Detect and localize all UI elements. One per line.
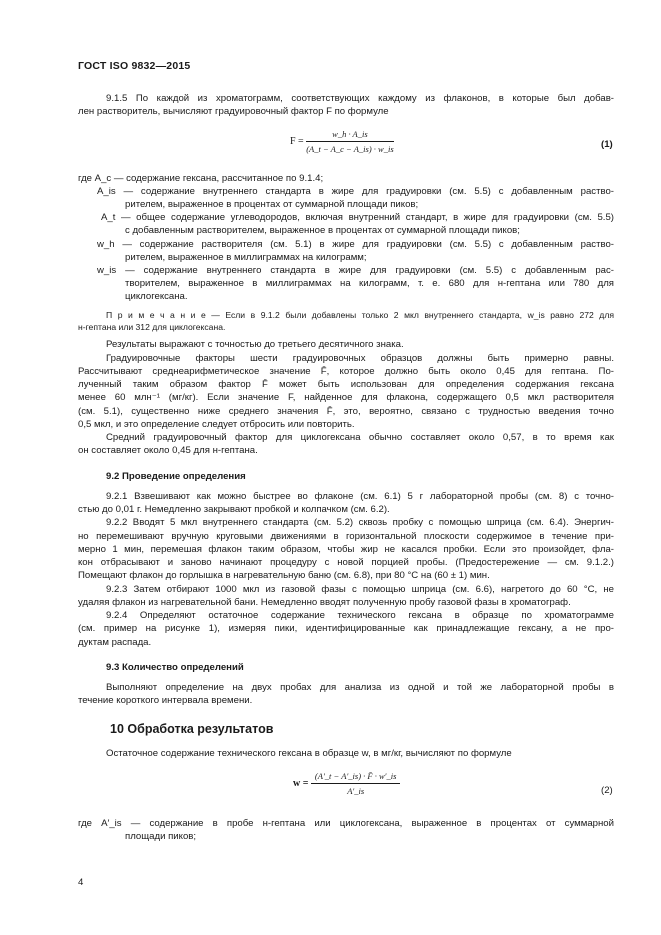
def-wh-line2: рителем, выраженное в миллиграммах на килограмм; bbox=[125, 252, 367, 263]
standard-header: ГОСТ ISO 9832—2015 bbox=[78, 60, 191, 72]
para-924-l2: (см. пример на рисунке 1), измеряя пики, идентифицированные как принадлежащие гексану, а не про- bbox=[78, 623, 614, 634]
formula-2-fraction bbox=[311, 771, 401, 796]
formula-1 bbox=[290, 129, 394, 154]
para-923-l2: удаляя флакон из нагревательной бани. Немедленно вводят полученную пробу газовой фазы в хроматограф. bbox=[78, 597, 571, 608]
para-factors-l2: Рассчитывают среднеарифметическое значение F̄, которое должно быть около 0,45 для гептана. По- bbox=[78, 366, 614, 377]
formula-2-number: (2) bbox=[601, 785, 613, 796]
para-factors-l1: Градуировочные факторы шести градуировочных образцов должны быть примерно равны. bbox=[106, 353, 614, 364]
para-924-l1: 9.2.4 Определяют остаточное содержание технического гексана в образце по хроматограмме bbox=[106, 610, 614, 621]
def-wis-line1: w_is — содержание внутреннего стандарта в жире для градуировки (см. 5.5) с добавленным рас- bbox=[97, 265, 614, 276]
def-ais-line1: A_is — содержание внутреннего стандарта в жире для градуировки (см. 5.5) с добавленным раство- bbox=[97, 186, 614, 197]
para-922-l2: но перемешивают вручную круговыми движениями в горизонтальной плоскости содержимое в течение при- bbox=[78, 531, 614, 542]
formula-1-denominator: (A_t − A_c − A_is) · w_is bbox=[306, 144, 394, 154]
para-93-l2: течение короткого интервала времени. bbox=[78, 695, 253, 706]
para-922-l1: 9.2.2 Вводят 5 мкл внутреннего стандарта (см. 5.2) сквозь пробку с помощью шприца (см. 6.4). Энергич- bbox=[106, 517, 614, 528]
def-wis-line2: творителем, выраженное в миллиграммах на килограмм, т. е. 680 для н-гептана или 780 для bbox=[125, 278, 614, 289]
para-922-l3: мерно 1 мин, перемешая флакон таким образом, чтобы жир не касался пробки. Если это произойдет, фла- bbox=[78, 544, 614, 555]
def-at-line2: с добавленным растворителем, выраженное в процентах от суммарной площади пиков; bbox=[125, 225, 520, 236]
note-line1: П р и м е ч а н и е — Если в 9.1.2 были добавлены только 2 мкл внутреннего стандарта, w_is равно 272 для bbox=[106, 310, 614, 320]
formula-1-number: (1) bbox=[601, 139, 613, 150]
formula-1-numerator: w_h · A_is bbox=[306, 129, 393, 142]
page-number: 4 bbox=[78, 877, 84, 888]
section-10-title: 10 Обработка результатов bbox=[110, 722, 274, 736]
where-ais-prime-l2: площади пиков; bbox=[125, 831, 197, 842]
formula-2-denominator: A′_is bbox=[347, 786, 365, 796]
formula-1-fraction bbox=[306, 129, 393, 154]
where-ais-prime-l1: где A′_is — содержание в пробе н-гептана или циклогексана, выраженное в процентах от суммарной bbox=[78, 818, 614, 829]
def-wh-line1: w_h — содержание растворителя (см. 5.1) в жире для градуировки (см. 5.5) с добавленным раство- bbox=[97, 239, 614, 250]
def-wis-line3: циклогексана. bbox=[125, 291, 188, 302]
para-results-precision: Результаты выражают с точностью до третьего десятичного знака. bbox=[106, 339, 404, 350]
para-factors-l5: (см. 5.1), существенно ниже среднего значения F̄, это, вероятно, связано с трудностью введения точно bbox=[78, 406, 614, 417]
para-921-l1: 9.2.1 Взвешивают как можно быстрее во флаконе (см. 6.1) 5 г лабораторной пробы (см. 8) с точно- bbox=[106, 491, 614, 502]
section-9-3-title: 9.3 Количество определений bbox=[106, 662, 244, 673]
note-line2: н-гептана или 312 для циклогексана. bbox=[78, 322, 226, 332]
formula-1-lhs: F = bbox=[290, 135, 304, 147]
para-factors-l3: лученный таким образом фактор F̄ может быть использован для определения содержания гексана bbox=[78, 379, 614, 390]
para-915-line1: 9.1.5 По каждой из хроматограмм, соответствующих каждому из флаконов, в которые был добав- bbox=[106, 93, 614, 104]
formula-2 bbox=[293, 771, 400, 796]
section-9-2-title: 9.2 Проведение определения bbox=[106, 471, 246, 482]
para-cyclohexane-l1: Средний градуировочный фактор для циклогексана обычно составляет около 0,57, в то время как bbox=[106, 432, 614, 443]
para-923-l1: 9.2.3 Затем отбирают 1000 мкл из газовой фазы с помощью шприца (см. 6.6), нагретого до 60 °С, не bbox=[106, 584, 614, 595]
def-at-line1: A_t — общее содержание углеводородов, включая внутренний стандарт, в жире для градуировки (см. 5.5) bbox=[101, 212, 614, 223]
formula-2-numerator: (A′_t − A′_is) · F̄ · w′_is bbox=[311, 771, 401, 784]
para-factors-l6: 0,5 мкл, и это определение следует отбросить или повторить. bbox=[78, 419, 355, 430]
def-ais-line2: рителем, выраженное в процентах от суммарной площади пиков; bbox=[125, 199, 419, 210]
para-922-l5: Помещают флакон до горлышка в нагревательную баню (см. 6.8), при 80 °С на (60 ± 1) мин. bbox=[78, 570, 490, 581]
para-922-l4: кон отбрасывают и заново начинают процедуру с новой порцией пробы. (Предостережение — см. 9.1.2.) bbox=[78, 557, 614, 568]
para-factors-l4: менее 60 млн⁻¹ (мг/кг). Если значение F, найденное для флакона, содержащего 0,5 мкл растворителя bbox=[78, 392, 614, 403]
para-cyclohexane-l2: он составляет около 0,45 для н-гептана. bbox=[78, 445, 258, 456]
where-ac: где A_c — содержание гексана, рассчитанное по 9.1.4; bbox=[78, 173, 324, 184]
formula-2-lhs: w = bbox=[293, 777, 309, 789]
para-93-l1: Выполняют определение на двух пробах для анализа из одной и той же лабораторной пробы в bbox=[106, 682, 614, 693]
para-915-line2: лен растворитель, вычисляют градуировочный фактор F по формуле bbox=[78, 106, 389, 117]
para-924-l3: дуктам распада. bbox=[78, 637, 152, 648]
para-921-l2: стью до 0,01 г. Немедленно закрывают пробкой и колпачком (см. 6.2). bbox=[78, 504, 390, 515]
section-10-intro: Остаточное содержание технического гексана в образце w, в мг/кг, вычисляют по формуле bbox=[106, 748, 512, 759]
